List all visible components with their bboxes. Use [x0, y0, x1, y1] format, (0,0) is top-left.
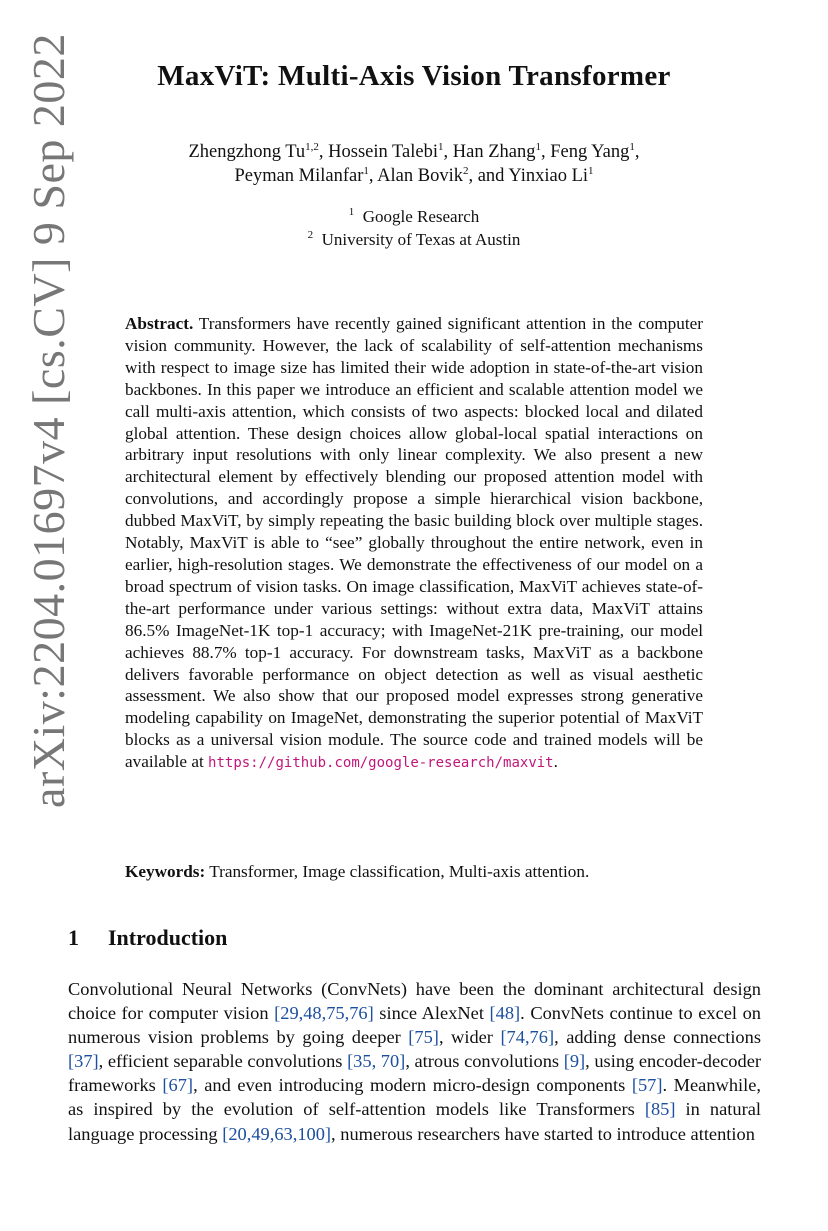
citation-link[interactable]: [67]: [162, 1075, 194, 1096]
author-name: Han Zhang: [452, 142, 536, 162]
section-title: Introduction: [108, 925, 228, 950]
citation-link[interactable]: [9]: [563, 1051, 586, 1072]
intro-text: , and even introducing modern micro-design components: [193, 1075, 632, 1096]
author-name: Alan Bovik: [377, 166, 463, 186]
arxiv-identifier-text: arXiv:2204.01697v4 [cs.CV] 9 Sep 2022: [22, 32, 74, 808]
author-name: Yinxiao Li: [508, 166, 589, 186]
affiliation-mark: 1: [348, 206, 355, 218]
intro-text: , atrous convolutions: [405, 1051, 564, 1072]
abstract-text: Transformers have recently gained significant attention in the computer vision community. However, the lack of scalability of self-attention mechanisms with respect to image size has limited their wide adoption in state-of-the-art vision backbones. In this paper we introduce an efficient and scalable attention model we call multi-axis attention, which consists of two aspects: blocked local and dilated global attention. These design choices allow global-local spatial interactions on arbitrary input resolutions with only linear complexity. We also present a new architectural element by effectively blending our proposed attention model with convolutions, and accordingly propose a simple hierarchical vision backbone, dubbed MaxViT, by simply repeating the basic building block over multiple stages. Notably, MaxViT is able to “see” globally throughout the entire network, even in earlier, high-resolution stages. We demonstrate the effectiveness of our model on a broad spectrum of vision tasks. On image classification, MaxViT achieves state-of-the-art performance under various settings: without extra data, MaxViT attains 86.5% ImageNet-1K top-1 accuracy; with ImageNet-21K pre-training, our model achieves 88.7% top-1 accuracy. For downstream tasks, MaxViT as a backbone delivers favorable performance on object detection as well as visual aesthetic assessment. We also show that our proposed model expresses strong generative modeling capability on ImageNet, demonstrating the superior potential of MaxViT blocks as a universal vision module. The source code and trained models will be available at: [125, 314, 703, 772]
intro-text: in natural language processing: [68, 1099, 761, 1144]
introduction-paragraph: [68, 977, 761, 1146]
author-affiliation-mark: 1: [535, 141, 541, 153]
citation-link[interactable]: [29,48,75,76]: [274, 1003, 374, 1024]
affiliation-mark: 2: [307, 229, 314, 241]
intro-text: , using encoder-decoder frameworks: [68, 1051, 761, 1096]
author-name: Peyman Milanfar: [234, 166, 364, 186]
author-name: Zhengzhong Tu: [188, 142, 306, 162]
author-list: [0, 140, 828, 188]
affiliation-name: Google Research: [354, 207, 480, 226]
affiliation: [0, 205, 828, 228]
keywords-label: Keywords:: [125, 862, 206, 881]
citation-link[interactable]: [75]: [408, 1027, 439, 1048]
author-separator: ,: [634, 142, 640, 162]
citation-link[interactable]: [48]: [489, 1003, 521, 1024]
affiliation-name: University of Texas at Austin: [313, 230, 521, 249]
citation-link[interactable]: [57]: [631, 1075, 663, 1096]
intro-text: since AlexNet: [373, 1003, 490, 1024]
author-affiliation-mark: 1: [363, 165, 369, 177]
affiliation-list: [0, 205, 828, 251]
abstract: [125, 313, 703, 775]
author-affiliation-mark: 1: [629, 141, 635, 153]
author-affiliation-mark: 1: [588, 165, 594, 177]
intro-text: , adding dense connections: [554, 1027, 761, 1048]
citation-link[interactable]: [37]: [68, 1051, 99, 1072]
author-separator: ,: [368, 166, 378, 186]
citation-link[interactable]: [35, 70]: [347, 1051, 406, 1072]
abstract-label: Abstract.: [125, 314, 194, 333]
author-affiliation-mark: 2: [462, 165, 469, 177]
section-number: 1: [68, 925, 79, 950]
author-affiliation-mark: 1,2: [305, 141, 319, 153]
abstract-url-suffix: .: [553, 752, 558, 772]
keywords: [125, 861, 703, 883]
section-heading: [68, 925, 227, 951]
intro-text: Convolutional Neural Networks (ConvNets) have been the dominant architectural design choice for computer vision: [68, 979, 761, 1024]
author-affiliation-mark: 1: [438, 141, 444, 153]
author-separator: ,: [318, 142, 329, 162]
author-line-1: [0, 140, 828, 164]
keywords-text: Transformer, Image classification, Multi-axis attention.: [209, 862, 590, 881]
paper-title: MaxViT: Multi-Axis Vision Transformer: [157, 60, 671, 92]
intro-text: . ConvNets continue to excel on numerous vision problems by going deeper: [68, 1003, 761, 1048]
intro-text: . Meanwhile, as inspired by the evolution of self-attention models like Transformers: [68, 1075, 761, 1120]
author-separator: ,: [540, 142, 551, 162]
author-separator: ,: [443, 142, 453, 162]
citation-link[interactable]: [20,49,63,100]: [222, 1123, 332, 1144]
author-line-2: [0, 164, 828, 188]
intro-text: , efficient separable convolutions: [98, 1051, 348, 1072]
affiliation: [0, 228, 828, 251]
author-separator: , and: [468, 166, 509, 186]
author-name: Feng Yang: [550, 142, 630, 162]
citation-link[interactable]: [74,76]: [500, 1027, 555, 1048]
author-name: Hossein Talebi: [328, 142, 439, 162]
intro-text: , numerous researchers have started to introduce attention: [331, 1123, 755, 1144]
code-url-link[interactable]: https://github.com/google-research/maxvit: [208, 755, 554, 772]
citation-link[interactable]: [85]: [644, 1099, 676, 1120]
intro-text: , wider: [438, 1027, 501, 1048]
